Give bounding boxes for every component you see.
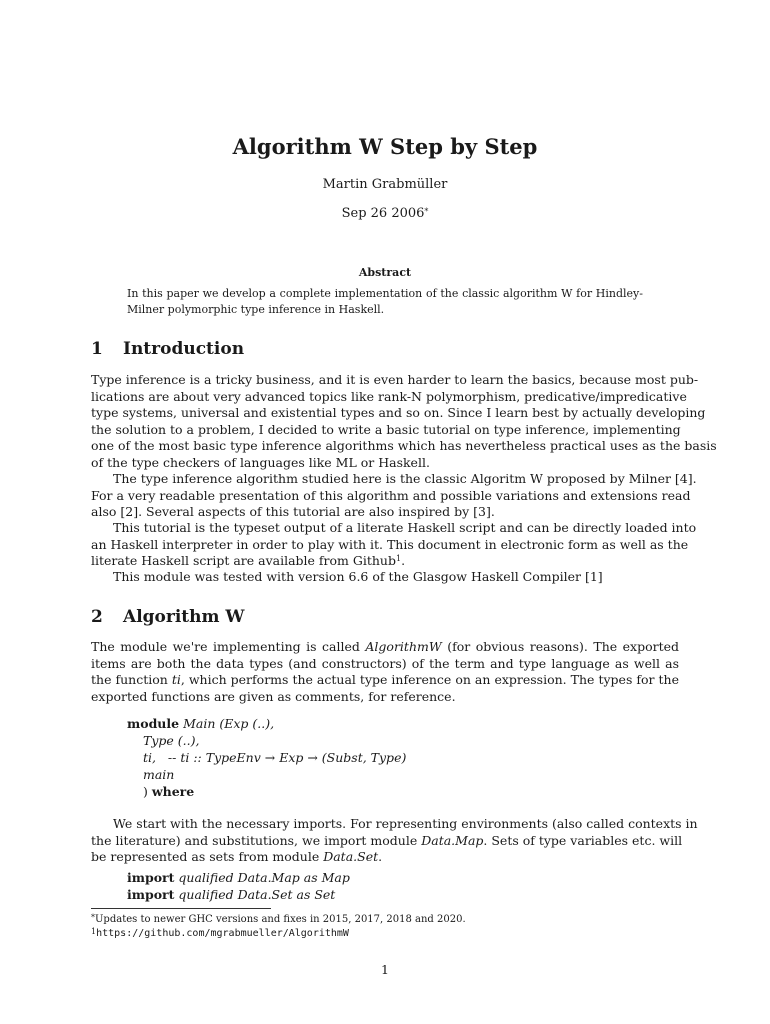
code-line bbox=[127, 715, 406, 732]
section-number: 2 bbox=[91, 607, 103, 627]
text-segment: , which performs the actual type inference on an expression. The types for the bbox=[180, 672, 679, 688]
text-segment: . bbox=[401, 553, 406, 569]
code-comment: -- ti :: TypeEnv → Exp → (Subst, Type) bbox=[167, 750, 407, 765]
intro-paragraph-4 bbox=[91, 569, 679, 586]
footnote-mark: 1 bbox=[91, 927, 97, 936]
section-number: 1 bbox=[91, 339, 103, 359]
text-segment: . bbox=[378, 849, 383, 865]
text-line: For a very readable presentation of this algorithm and possible variations and extensions read bbox=[91, 487, 691, 503]
abstract-text bbox=[127, 286, 643, 318]
text-line: We start with the necessary imports. For representing environments (also called contexts in bbox=[113, 816, 698, 831]
text-line: exported functions are given as comments, for reference. bbox=[91, 688, 456, 704]
text-line: items are both the data types (and constructors) of the term and type language as well as bbox=[91, 655, 679, 671]
text-line: type systems, universal and existential types and so on. Since I learn best by actually developing bbox=[91, 405, 706, 421]
code-paren: ) bbox=[143, 784, 148, 799]
code-line bbox=[127, 783, 406, 800]
intro-paragraph-1 bbox=[91, 372, 717, 472]
function-name: ti bbox=[171, 672, 181, 688]
footnote-rule bbox=[91, 908, 271, 909]
code-keyword: where bbox=[151, 784, 195, 799]
abstract-line: Milner polymorphic type inference in Haskell. bbox=[127, 303, 385, 316]
text-line: Type inference is a tricky business, and it is even harder to learn the basics, because most pub- bbox=[91, 372, 699, 387]
abstract-heading: Abstract bbox=[358, 266, 412, 279]
text-line: of the type checkers of languages like ML or Haskell. bbox=[91, 454, 430, 470]
code-block-module bbox=[127, 715, 406, 800]
section-title: Introduction bbox=[123, 339, 245, 359]
code-line bbox=[127, 869, 350, 886]
code-line bbox=[127, 886, 350, 903]
text-line bbox=[91, 639, 679, 656]
footnote-mark: * bbox=[91, 913, 95, 922]
module-name: AlgorithmW bbox=[365, 639, 442, 654]
footnote-mark: 1 bbox=[395, 554, 402, 564]
code-block-imports bbox=[127, 869, 350, 903]
section-heading-algorithm-w bbox=[91, 606, 245, 628]
text-segment: The module we're implementing is called bbox=[91, 639, 366, 654]
abstract-line: In this paper we develop a complete implementation of the classic algorithm W for Hindley- bbox=[127, 287, 643, 300]
text-segment: be represented as sets from module bbox=[91, 849, 324, 865]
code-line: main bbox=[143, 767, 175, 782]
date-footnote-mark: * bbox=[424, 207, 429, 216]
module-name: Data.Set bbox=[323, 849, 379, 865]
code-line: Type (..), bbox=[143, 733, 200, 748]
text-line: The type inference algorithm studied here is the classic Algoritm W proposed by Milner [4]. bbox=[113, 471, 697, 486]
algorithm-paragraph-1 bbox=[91, 639, 679, 705]
algorithm-paragraph-2 bbox=[91, 816, 698, 866]
text-line: This tutorial is the typeset output of a literate Haskell script and can be directly loaded into bbox=[113, 520, 697, 535]
text-segment: the function bbox=[91, 672, 172, 688]
footnote-1 bbox=[91, 913, 466, 926]
code-import: qualified Data.Set as Set bbox=[178, 887, 336, 902]
code-line bbox=[127, 749, 406, 766]
date-text: Sep 26 2006 bbox=[341, 206, 425, 221]
text-line: This module was tested with version 6.6 of the Glasgow Haskell Compiler [1] bbox=[113, 569, 603, 584]
paper-date bbox=[0, 205, 770, 223]
code-import: qualified Data.Map as Map bbox=[178, 870, 350, 885]
text-line bbox=[91, 672, 679, 689]
text-line: the solution to a problem, I decided to write a basic tutorial on type inference, implementing bbox=[91, 421, 681, 437]
page-number: 1 bbox=[381, 962, 389, 977]
code-keyword: module bbox=[127, 716, 180, 731]
text-line bbox=[91, 849, 679, 866]
author-name: Martin Grabmüller bbox=[322, 177, 448, 192]
intro-paragraph-3 bbox=[91, 520, 697, 570]
text-line: an Haskell interpreter in order to play with it. This document in electronic form as well as the bbox=[91, 536, 689, 552]
code-export: ti, bbox=[143, 750, 156, 765]
code-identifier: Main bbox=[183, 716, 216, 731]
text-segment: (for obvious reasons). The exported bbox=[441, 639, 680, 654]
text-segment: the literature) and substitutions, we import module bbox=[91, 832, 422, 848]
text-segment: literate Haskell script are available from Github bbox=[91, 553, 396, 569]
text-line: one of the most basic type inference algorithms which has nevertheless practical uses as the basis bbox=[91, 438, 717, 454]
text-line: lications are about very advanced topics like rank-N polymorphism, predicative/impredicative bbox=[91, 388, 687, 404]
text-segment: . Sets of type variables etc. will bbox=[483, 832, 683, 848]
footnote-text: Updates to newer GHC versions and fixes in 2015, 2017, 2018 and 2020. bbox=[95, 914, 466, 925]
footnote-2 bbox=[91, 927, 349, 940]
code-keyword: import bbox=[127, 870, 175, 885]
footnote-url[interactable]: https://github.com/mgrabmueller/AlgorithmW bbox=[96, 928, 349, 939]
text-line bbox=[91, 553, 679, 570]
text-line: also [2]. Several aspects of this tutorial are also inspired by [3]. bbox=[91, 504, 495, 520]
section-title: Algorithm W bbox=[123, 607, 245, 627]
module-name: Data.Map bbox=[421, 832, 484, 848]
intro-paragraph-2 bbox=[91, 471, 697, 521]
section-heading-introduction bbox=[91, 338, 244, 360]
paper-title: Algorithm W Step by Step bbox=[232, 134, 538, 159]
code-keyword: import bbox=[127, 887, 175, 902]
code-export: (Exp (..), bbox=[219, 716, 275, 731]
text-line bbox=[91, 832, 683, 850]
